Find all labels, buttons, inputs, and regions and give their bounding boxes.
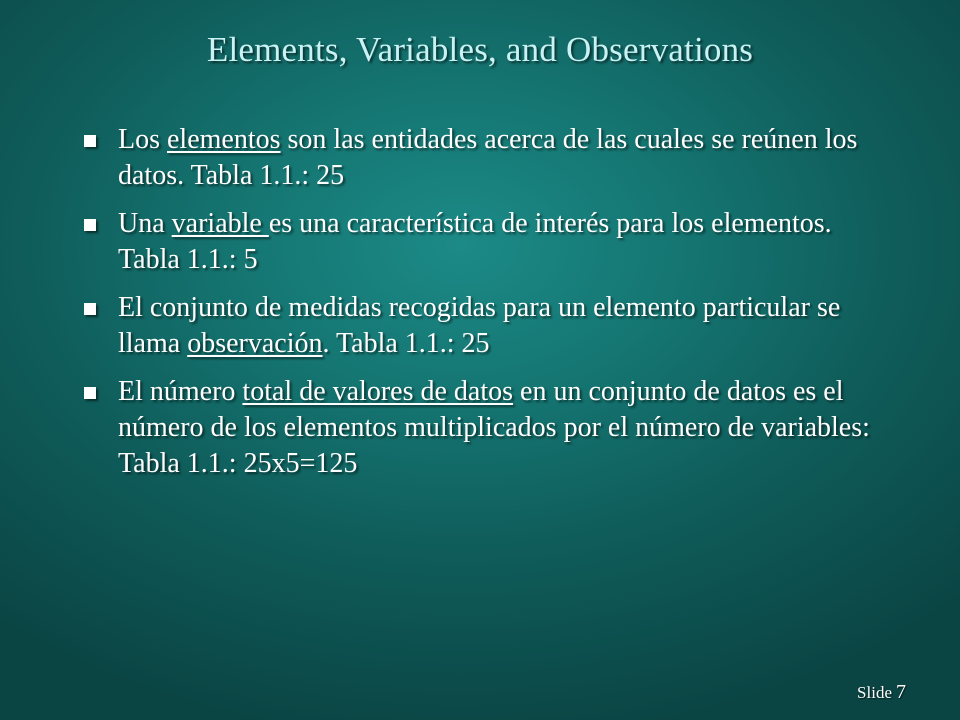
slide-label: Slide <box>857 683 892 702</box>
bullet-item-observation <box>84 290 884 362</box>
bullet-term-underlined: elementos <box>167 124 281 155</box>
bullet-list <box>84 122 884 494</box>
square-bullet-icon <box>84 387 96 399</box>
slide-number: 7 <box>896 681 906 703</box>
slide-title: Elements, Variables, and Observations <box>206 30 754 69</box>
bullet-item-total-values <box>84 374 884 482</box>
bullet-text-after: son las entidades acerca de las cuales se reúnen los datos. Tabla 1.1.: 25 <box>118 124 858 191</box>
bullet-text-before: Los <box>118 124 167 155</box>
square-bullet-icon <box>84 135 96 147</box>
bullet-text-before: El número <box>118 376 243 407</box>
bullet-text-after: es una característica de interés para los elementos. Tabla 1.1.: 5 <box>118 208 832 275</box>
square-bullet-icon <box>84 219 96 231</box>
bullet-text-after: . Tabla 1.1.: 25 <box>322 328 490 359</box>
bullet-item-variable <box>84 206 884 278</box>
bullet-text-after: en un conjunto de datos es el número de los elementos multiplicados por el número de variables: Tabla 1.1.: 25x5=125 <box>118 376 870 479</box>
bullet-term-underlined: variable <box>171 208 269 239</box>
bullet-term-underlined: total de valores de datos <box>242 376 514 407</box>
bullet-item-elements <box>84 122 884 194</box>
bullet-term-underlined: observación <box>187 328 323 359</box>
square-bullet-icon <box>84 303 96 315</box>
bullet-text-before: El conjunto de medidas recogidas para un elemento particular se llama <box>118 292 841 359</box>
slide-footer <box>857 681 906 704</box>
bullet-text-before: Una <box>118 208 172 239</box>
